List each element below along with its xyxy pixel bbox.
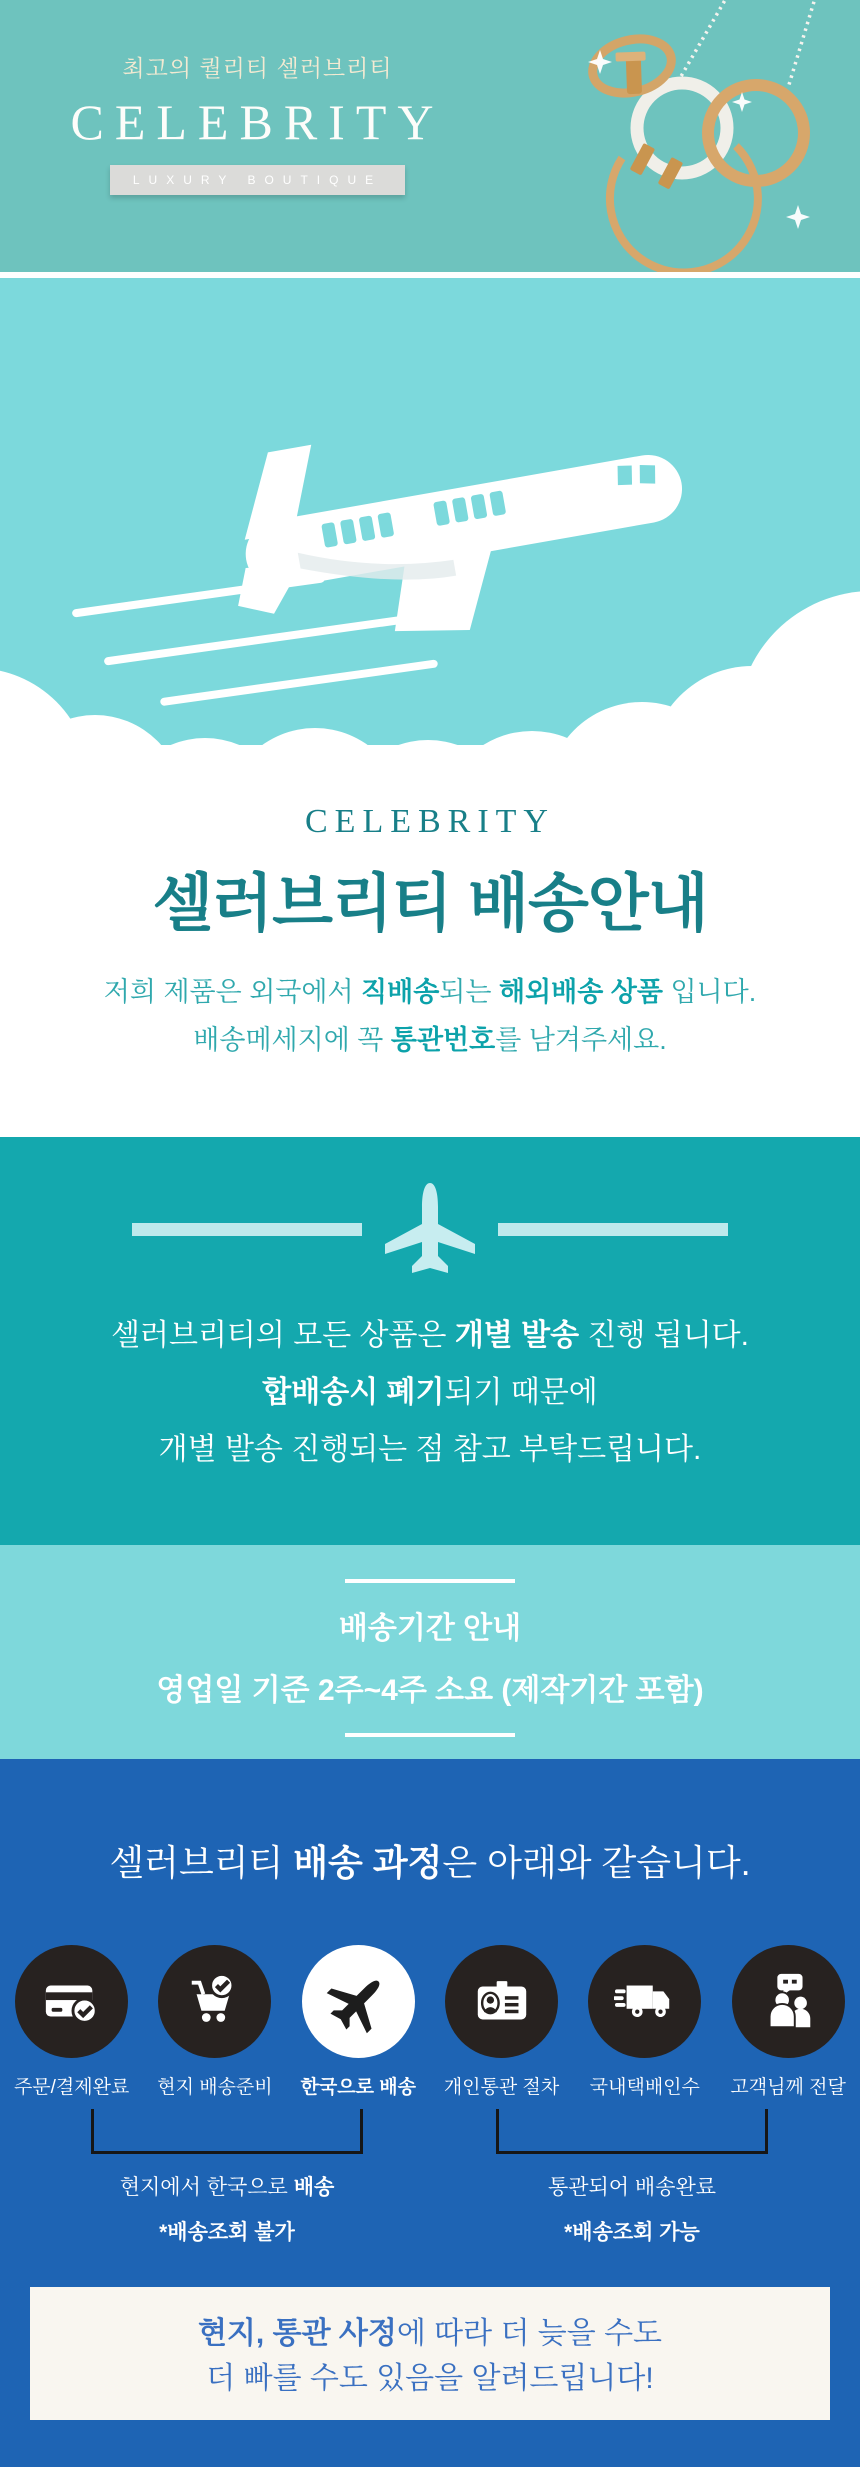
airplane-up-icon <box>380 1177 480 1281</box>
brand-header <box>0 0 860 272</box>
divider-bar-right <box>498 1223 728 1236</box>
group-bracket-2 <box>496 2109 768 2154</box>
process-groups <box>0 2109 860 2287</box>
hero-airplane-illustration <box>0 278 860 745</box>
cart-check-icon <box>184 1971 246 2033</box>
group-bracket-1 <box>91 2109 363 2154</box>
period-title: 배송기간 안내 <box>338 1612 522 1645</box>
page-title: 셀러브리티 배송안내 <box>152 869 708 939</box>
step-deliver-to-customer <box>716 1945 859 2099</box>
period-subtitle: 영업일 기준 2주~4주 소요 (제작기간 포함) <box>156 1674 704 1707</box>
process-title: 셀러브리티 배송 과정은 아래와 같습니다. <box>109 1842 751 1883</box>
notice-box <box>30 2287 830 2420</box>
step-label: 고객님께 전달 <box>730 2077 846 2098</box>
id-card-icon <box>471 1971 533 2033</box>
step-label: 주문/결제완료 <box>13 2077 130 2098</box>
step-customs <box>430 1945 573 2099</box>
step-label: 현지 배송준비 <box>157 2077 273 2098</box>
brand-logo: CELEBRITY <box>70 94 445 150</box>
group2-line2: *배송조회 가능 <box>564 2221 700 2244</box>
brand-header-text <box>0 50 515 195</box>
notice-line-2: 더 빠를 수도 있음을 알려드립니다! <box>206 2362 654 2395</box>
airplane-icon <box>325 1969 391 2035</box>
step-ship-to-korea <box>287 1945 430 2099</box>
group1-line1: 현지에서 한국으로 배송 <box>119 2176 335 2199</box>
credit-card-icon <box>41 1971 103 2033</box>
step-order-payment <box>0 1945 143 2099</box>
group2-line1: 통관되어 배송완료 <box>547 2176 717 2199</box>
intro-line-1: 저희 제품은 외국에서 직배송되는 해외배송 상품 입니다. <box>103 977 757 1007</box>
jewelry-image <box>560 0 860 272</box>
intro-brand: CELEBRITY <box>305 803 555 840</box>
brand-tagline: 최고의 퀄리티 셀러브리티 <box>122 55 393 81</box>
intro-line-2: 배송메세지에 꼭 통관번호를 남겨주세요. <box>193 1025 667 1055</box>
customers-icon <box>757 1971 819 2033</box>
step-label: 개인통관 절차 <box>443 2077 560 2098</box>
period-divider-bottom <box>345 1733 515 1737</box>
period-divider-top <box>345 1579 515 1583</box>
shipping-process-section <box>0 1759 860 2467</box>
sparkle-icon <box>588 50 810 229</box>
process-steps <box>0 1945 860 2099</box>
divider-bar-left <box>132 1223 362 1236</box>
individual-shipping-section <box>0 1137 860 1545</box>
individual-line-2: 합배송시 폐기되기 때문에 <box>262 1376 598 1409</box>
step-domestic-courier <box>573 1945 716 2099</box>
individual-line-1: 셀러브리티의 모든 상품은 개별 발송 진행 됩니다. <box>111 1319 749 1352</box>
group1-line2: *배송조회 불가 <box>159 2221 295 2244</box>
step-local-prepare <box>143 1945 286 2099</box>
truck-icon <box>614 1971 676 2033</box>
group-text-1 <box>67 2171 387 2246</box>
shipping-period-section <box>0 1545 860 1759</box>
step-label: 국내택배인수 <box>589 2077 700 2098</box>
bangle-icon <box>610 143 758 272</box>
step-label: 한국으로 배송 <box>300 2077 416 2098</box>
notice-line-1: 현지, 통관 사정에 따라 더 늦을 수도 <box>197 2317 663 2350</box>
individual-line-3: 개별 발송 진행되는 점 참고 부탁드립니다. <box>158 1433 702 1466</box>
plane-divider <box>0 1177 860 1281</box>
group-text-2 <box>472 2171 792 2246</box>
luxury-boutique-badge: LUXURY BOUTIQUE <box>110 165 405 195</box>
necklace-icon <box>637 0 816 181</box>
shipping-intro-section <box>0 745 860 1137</box>
